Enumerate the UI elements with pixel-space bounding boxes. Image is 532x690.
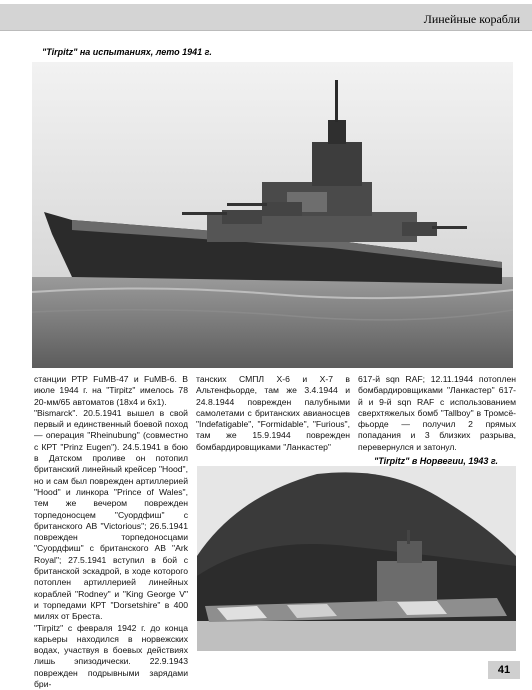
page-number: 41 bbox=[497, 664, 511, 676]
text-column-middle bbox=[196, 374, 350, 453]
column-right-text: 617-й sqn RAF; 12.11.1944 потоплен бомбардировщиками "Ланкастер" 617-й и 9-й sqn RAF с использованием сверхтяжелых бомб "Tallboy" в Тромсё-фьорде — получил 2 прямых попадания и 3 близких разрыва, перевернулся и затонул. bbox=[358, 374, 516, 452]
column-middle-text: танских СМПЛ Х-6 и Х-7 в Альтенфьорде, там же 3.4.1944 и 24.8.1944 поврежден палубными самолетами с британских авианосцев "Indefatigable", "Formidable", "Furious", там же 15.9.1944 поврежден бомбардировщиками "Ланкастер" bbox=[196, 374, 350, 452]
text-column-right bbox=[358, 374, 516, 453]
battleship-trials-photo bbox=[32, 62, 513, 368]
column-left-text: станции РТР FuMB-47 и FuMB-6. В июле 1944 г. на "Tirpitz" имелось 78 20-мм/65 автоматов (18x4 и 6x1). "Bismarck". 20.5.1941 вышел в свой первый и единственный боевой поход — операция "Rheinubung" (совместно с КРТ "Prinz Eugen"). 24.5.1941 в бою в Датском проливе он потопил британский линейный крейсер "Hood", но и сам был поврежден артиллерией "Hood" и линкора "Prince of Wales", тем же вечером поврежден торпедоносцем "Суордфиш" с британского АВ "Victorious"; 26.5.1941 поврежден торпедоносцами "Суордфиш" с британского АВ "Ark Royal"; 27.5.1941 вступил в бой с британской эскадрой, в ходе которого потоплен артиллерией линейных кораблей "Rodney" и "King George V" и торпедами КРТ "Dorsetshire" в 400 милях от Бреста. "Tirpitz" с февраля 1942 г. до конца карьеры находился в норвежских водах, участвуя в боевых действиях лишь эпизодически. 22.9.1943 поврежден подрывными зарядами бри- bbox=[34, 374, 188, 690]
text-column-left bbox=[34, 374, 188, 690]
top-photo-caption: "Tirpitz" на испытаниях, лето 1941 г. bbox=[42, 47, 212, 57]
section-title: Линейные корабли bbox=[423, 12, 520, 26]
page-number-box bbox=[488, 661, 520, 679]
battleship-norway-photo bbox=[197, 466, 516, 651]
page-header bbox=[0, 4, 532, 31]
bottom-photo-caption: "Tirpitz" в Норвегии, 1943 г. bbox=[374, 456, 499, 466]
